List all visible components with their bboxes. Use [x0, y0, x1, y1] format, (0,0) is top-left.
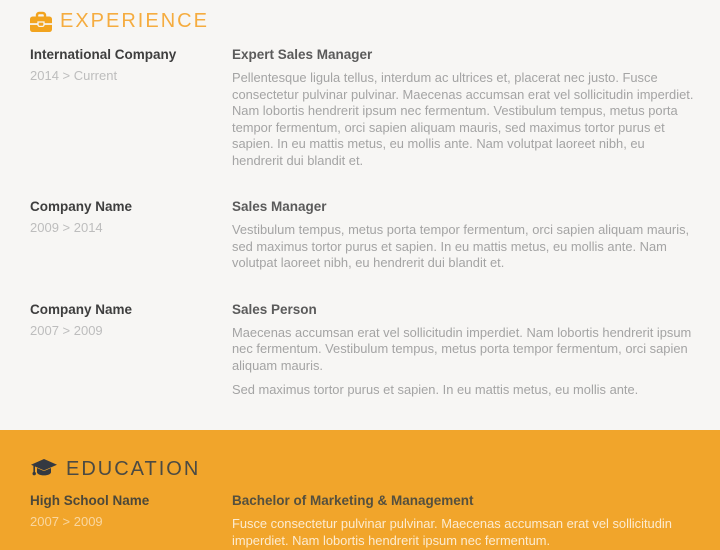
employment-period: 2014 > Current	[30, 68, 118, 83]
job-description: Pellentesque ligula tellus, interdum ac ultrices et, placerat nec justo. Fusce consectetur pulvinar pulvinar. Maecenas accumsan erat vel sollicitudin imperdiet. Nam lobortis hendrerit ipsum nec fermentum. Vestibulum tempus, metus porta tempor fermentum, orci sapien aliquam mauris, sed maximus tortor purus et sapien. In eu mattis metus, eu mollis ante. Nam volutpat laoreet nibh, eu hendrerit dui blandit et.	[232, 70, 694, 168]
company-name: International Company	[30, 47, 177, 62]
experience-entry-detail	[232, 302, 698, 399]
job-title: Expert Sales Manager	[232, 47, 373, 62]
experience-entry-meta	[30, 47, 232, 169]
experience-entry	[30, 199, 698, 272]
employment-period: 2009 > 2014	[30, 220, 103, 235]
experience-entry	[30, 302, 698, 399]
briefcase-icon	[30, 11, 52, 33]
job-description: Vestibulum tempus, metus porta tempor fermentum, orci sapien aliquam mauris, sed maximus tortor purus et sapien. In eu mattis metus, eu mollis ante. Nam volutpat laoreet nibh, eu hendrerit dui blandit et.	[232, 222, 690, 270]
job-title: Sales Person	[232, 301, 317, 317]
education-entry	[30, 493, 698, 549]
education-entry-detail	[232, 493, 698, 549]
job-title: Sales Manager	[232, 199, 327, 214]
experience-entry-meta	[30, 302, 232, 399]
education-period: 2007 > 2009	[30, 514, 103, 529]
experience-entry	[30, 47, 698, 169]
company-name: Company Name	[30, 301, 133, 317]
education-description: Fusce consectetur pulvinar pulvinar. Maecenas accumsan erat vel sollicitudin imperdiet. Nam lobortis hendrerit ipsum nec fermentum.	[232, 516, 672, 548]
employment-period: 2007 > 2009	[30, 322, 103, 338]
experience-heading-label: EXPERIENCE	[60, 10, 209, 32]
graduation-cap-icon	[30, 458, 58, 481]
education-heading	[30, 457, 698, 482]
education-section	[0, 430, 720, 550]
experience-heading	[30, 9, 698, 34]
experience-entry-detail	[232, 199, 698, 272]
company-name: Company Name	[30, 199, 133, 214]
job-description: Sed maximus tortor purus et sapien. In eu mattis metus, eu mollis ante.	[232, 382, 639, 397]
experience-entry-detail	[232, 47, 698, 169]
education-heading-label: EDUCATION	[66, 458, 201, 480]
school-name: High School Name	[30, 493, 150, 508]
experience-entry-meta	[30, 199, 232, 272]
degree-title: Bachelor of Marketing & Management	[232, 493, 474, 508]
education-entry-meta	[30, 493, 232, 549]
job-description: Maecenas accumsan erat vel sollicitudin imperdiet. Nam lobortis hendrerit ipsum nec fermentum. Vestibulum tempus, metus porta tempor fermentum, orci sapien aliquam mauris.	[232, 324, 692, 373]
